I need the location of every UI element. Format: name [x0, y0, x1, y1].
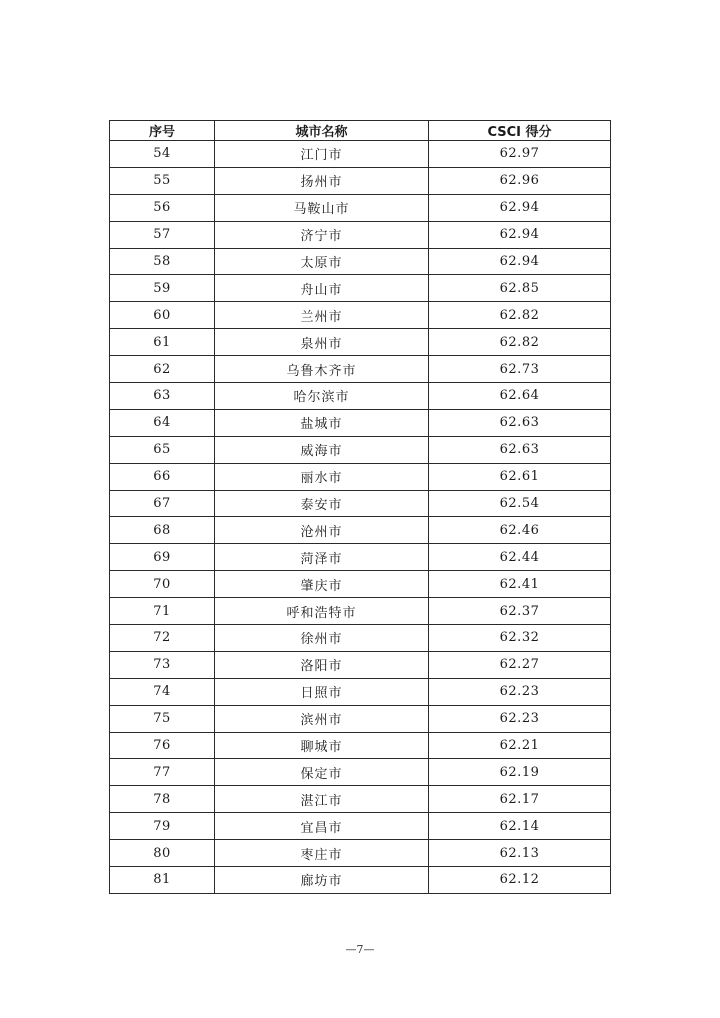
rank-cell: 56 — [110, 194, 215, 221]
rank-cell: 69 — [110, 544, 215, 571]
table-row — [110, 651, 611, 678]
rank-cell: 59 — [110, 275, 215, 302]
table-row — [110, 759, 611, 786]
city-name-cell: 菏泽市 — [215, 544, 429, 571]
table-row — [110, 329, 611, 356]
city-name-cell: 滨州市 — [215, 705, 429, 732]
table-row — [110, 221, 611, 248]
rank-cell: 78 — [110, 786, 215, 813]
table-row — [110, 275, 611, 302]
csci-score-cell: 62.85 — [429, 275, 611, 302]
csci-score-cell: 62.64 — [429, 383, 611, 410]
csci-score-cell: 62.23 — [429, 678, 611, 705]
rank-cell: 76 — [110, 732, 215, 759]
city-name-cell: 泰安市 — [215, 490, 429, 517]
rank-cell: 54 — [110, 141, 215, 168]
table-row — [110, 248, 611, 275]
csci-score-cell: 62.97 — [429, 141, 611, 168]
csci-score-cell: 62.63 — [429, 436, 611, 463]
city-name-cell: 沧州市 — [215, 517, 429, 544]
table-row — [110, 167, 611, 194]
table-row — [110, 436, 611, 463]
csci-score-cell: 62.21 — [429, 732, 611, 759]
rank-cell: 79 — [110, 813, 215, 840]
city-name-cell: 聊城市 — [215, 732, 429, 759]
rank-cell: 57 — [110, 221, 215, 248]
city-name-cell: 济宁市 — [215, 221, 429, 248]
city-name-cell: 肇庆市 — [215, 571, 429, 598]
table-row — [110, 356, 611, 383]
rank-cell: 75 — [110, 705, 215, 732]
table-row — [110, 625, 611, 652]
csci-score-cell: 62.37 — [429, 598, 611, 625]
rank-cell: 77 — [110, 759, 215, 786]
csci-score-cell: 62.27 — [429, 651, 611, 678]
header-city-name: 城市名称 — [215, 121, 429, 141]
city-name-cell: 枣庄市 — [215, 840, 429, 867]
rank-cell: 65 — [110, 436, 215, 463]
city-name-cell: 扬州市 — [215, 167, 429, 194]
city-name-cell: 舟山市 — [215, 275, 429, 302]
rank-cell: 66 — [110, 463, 215, 490]
csci-score-cell: 62.54 — [429, 490, 611, 517]
rank-cell: 71 — [110, 598, 215, 625]
city-name-cell: 马鞍山市 — [215, 194, 429, 221]
table-row — [110, 194, 611, 221]
csci-score-cell: 62.94 — [429, 248, 611, 275]
csci-score-cell: 62.41 — [429, 571, 611, 598]
csci-score-cell: 62.14 — [429, 813, 611, 840]
table-row — [110, 409, 611, 436]
rank-cell: 73 — [110, 651, 215, 678]
table-row — [110, 463, 611, 490]
city-name-cell: 威海市 — [215, 436, 429, 463]
rank-cell: 70 — [110, 571, 215, 598]
city-name-cell: 哈尔滨市 — [215, 383, 429, 410]
rank-cell: 58 — [110, 248, 215, 275]
csci-score-cell: 62.82 — [429, 302, 611, 329]
table-row — [110, 732, 611, 759]
table-header-row — [110, 121, 611, 141]
table-row — [110, 383, 611, 410]
csci-score-cell: 62.17 — [429, 786, 611, 813]
table-row — [110, 490, 611, 517]
city-name-cell: 日照市 — [215, 678, 429, 705]
city-name-cell: 呼和浩特市 — [215, 598, 429, 625]
city-name-cell: 宜昌市 — [215, 813, 429, 840]
rank-cell: 72 — [110, 625, 215, 652]
table-row — [110, 813, 611, 840]
table-row — [110, 598, 611, 625]
csci-score-cell: 62.82 — [429, 329, 611, 356]
rank-cell: 61 — [110, 329, 215, 356]
table-row — [110, 571, 611, 598]
table-body — [110, 141, 611, 894]
csci-score-cell: 62.96 — [429, 167, 611, 194]
city-name-cell: 丽水市 — [215, 463, 429, 490]
table-row — [110, 867, 611, 894]
city-name-cell: 洛阳市 — [215, 651, 429, 678]
csci-score-cell: 62.46 — [429, 517, 611, 544]
header-rank: 序号 — [110, 121, 215, 141]
csci-score-cell: 62.44 — [429, 544, 611, 571]
csci-score-cell: 62.32 — [429, 625, 611, 652]
table-row — [110, 840, 611, 867]
city-name-cell: 江门市 — [215, 141, 429, 168]
city-name-cell: 兰州市 — [215, 302, 429, 329]
csci-score-cell: 62.23 — [429, 705, 611, 732]
csci-score-cell: 62.19 — [429, 759, 611, 786]
rank-cell: 80 — [110, 840, 215, 867]
city-name-cell: 廊坊市 — [215, 867, 429, 894]
table-row — [110, 678, 611, 705]
rank-cell: 55 — [110, 167, 215, 194]
rank-cell: 67 — [110, 490, 215, 517]
rank-cell: 64 — [110, 409, 215, 436]
rank-cell: 63 — [110, 383, 215, 410]
csci-score-cell: 62.73 — [429, 356, 611, 383]
rank-cell: 81 — [110, 867, 215, 894]
table-row — [110, 141, 611, 168]
csci-score-cell: 62.94 — [429, 221, 611, 248]
city-name-cell: 太原市 — [215, 248, 429, 275]
page-number: —7— — [345, 943, 375, 956]
rank-cell: 74 — [110, 678, 215, 705]
rank-cell: 68 — [110, 517, 215, 544]
table-row — [110, 705, 611, 732]
city-name-cell: 湛江市 — [215, 786, 429, 813]
city-name-cell: 乌鲁木齐市 — [215, 356, 429, 383]
table-row — [110, 544, 611, 571]
csci-score-cell: 62.61 — [429, 463, 611, 490]
table-row — [110, 517, 611, 544]
csci-score-cell: 62.12 — [429, 867, 611, 894]
rank-cell: 60 — [110, 302, 215, 329]
csci-score-cell: 62.63 — [429, 409, 611, 436]
table-row — [110, 302, 611, 329]
header-csci-score: CSCI 得分 — [429, 121, 611, 141]
city-name-cell: 盐城市 — [215, 409, 429, 436]
rank-cell: 62 — [110, 356, 215, 383]
csci-score-cell: 62.94 — [429, 194, 611, 221]
city-name-cell: 泉州市 — [215, 329, 429, 356]
city-name-cell: 保定市 — [215, 759, 429, 786]
city-score-table — [109, 120, 611, 894]
csci-score-cell: 62.13 — [429, 840, 611, 867]
city-name-cell: 徐州市 — [215, 625, 429, 652]
table-row — [110, 786, 611, 813]
